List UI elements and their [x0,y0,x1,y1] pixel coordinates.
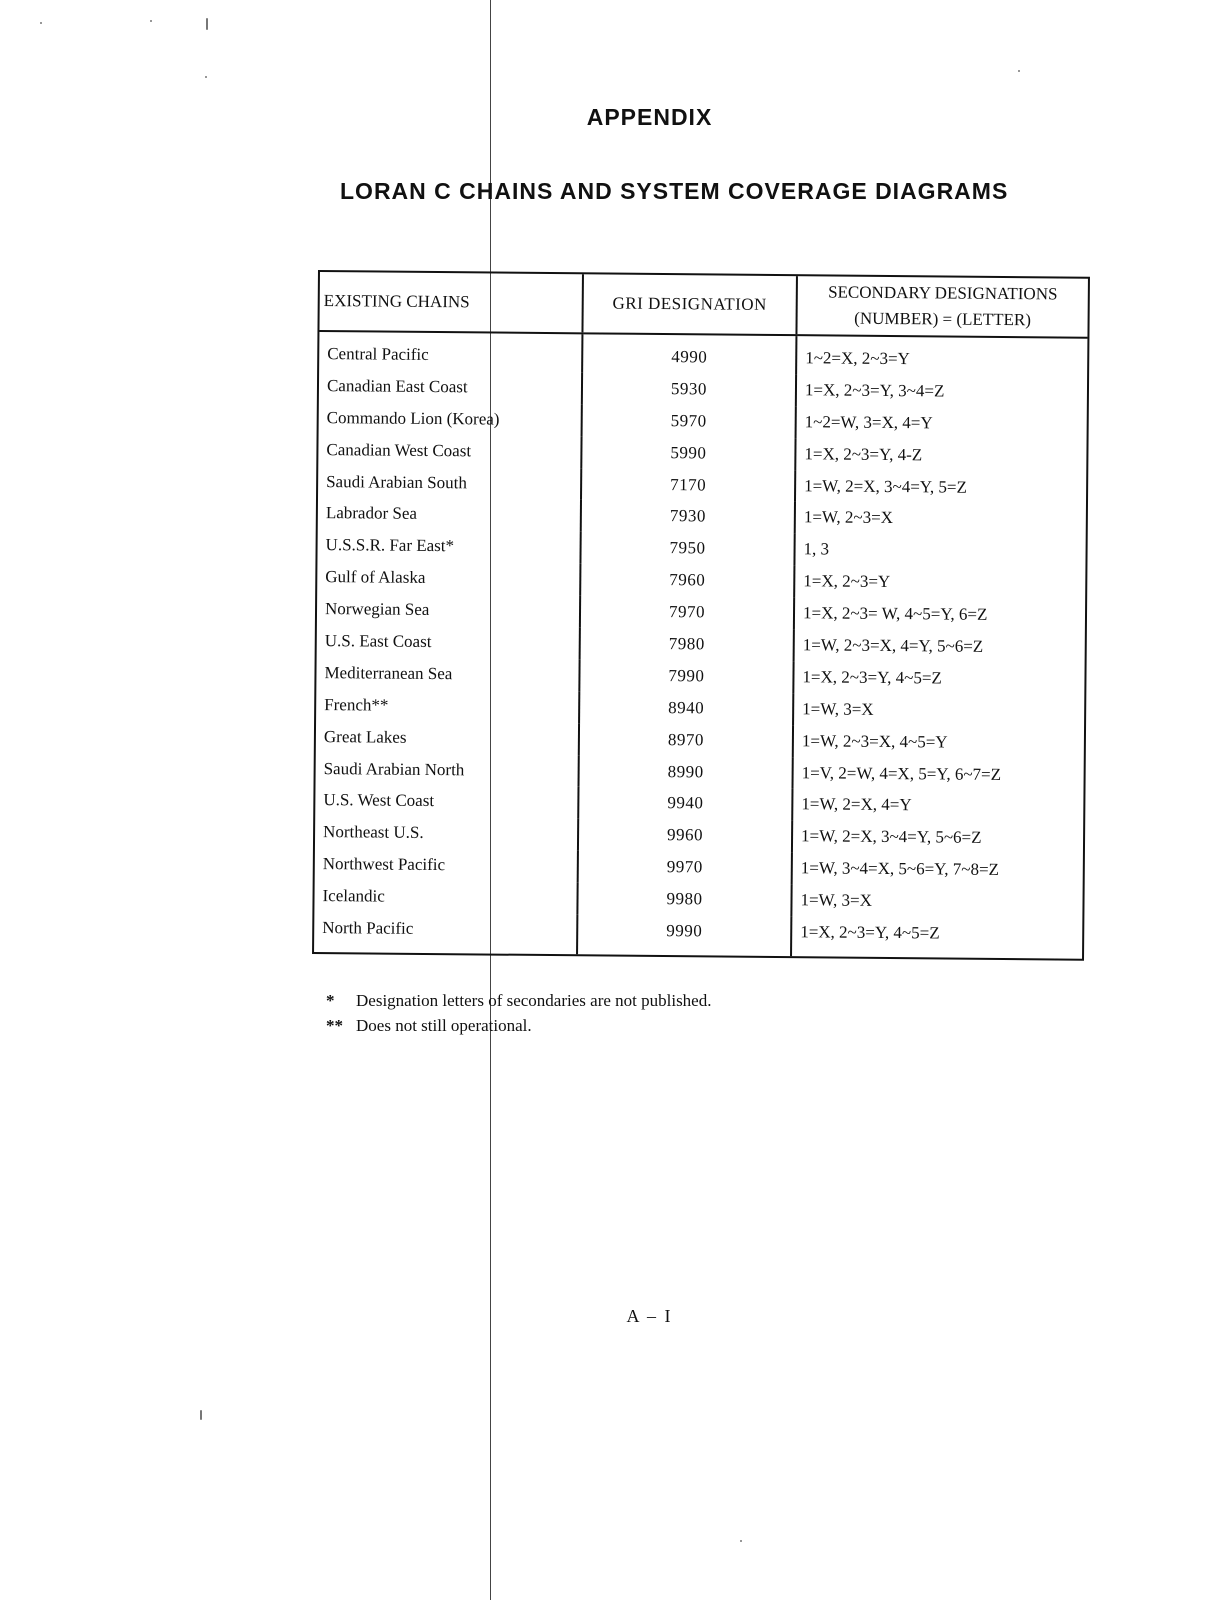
cell-gri: 9940 [578,787,792,821]
cell-secondary-designation: 1=W, 2=X, 3~4=Y, 5=Z [795,470,1086,504]
cell-secondary-designation: 1~2=W, 3=X, 4=Y [796,406,1087,440]
cell-gri: 7990 [579,659,793,693]
cell-gri: 8940 [579,691,793,725]
cell-secondary-designation: 1=X, 2~3=Y, 4~5=Z [793,661,1084,695]
page-number: A – I [626,1306,673,1326]
cell-chain-name: French** [324,694,389,715]
cell-secondary-designation: 1=X, 2~3=Y [794,565,1085,599]
cell-chain-name: U.S. West Coast [323,790,435,811]
cell-secondary-designation: 1=W, 2~3=X, 4=Y, 5~6=Z [794,629,1085,663]
cell-gri: 9970 [578,851,792,885]
footnote-mark: * [326,991,335,1010]
cell-gri: 9980 [577,882,791,916]
footnote-mark: ** [326,1016,343,1035]
cell-secondary-designation: 1=W, 2~3=X [795,502,1086,536]
cell-secondary-designation: 1=X, 2~3= W, 4~5=Y, 6=Z [794,597,1085,631]
table-row [319,331,1087,377]
cell-chain-name: Northwest Pacific [322,854,446,875]
cell-secondary-designation: 1~2=X, 2~3=Y [796,335,1087,376]
table-header-row [319,272,1087,338]
table-row [314,912,1082,959]
footnote-text: Designation letters of secondaries are not published. [356,991,712,1010]
cell-chain-name: North Pacific [322,918,414,938]
cell-chain-name: Mediterranean Sea [324,662,453,684]
cell-secondary-designation: 1=W, 3~4=X, 5~6=Y, 7~8=Z [792,852,1083,886]
cell-gri: 5970 [582,404,796,438]
scan-artifact [200,1410,202,1420]
cell-chain-name: Labrador Sea [325,503,418,524]
scan-artifact [150,20,152,22]
cell-gri: 5930 [582,372,796,406]
cell-gri: 7960 [580,564,794,598]
cell-chain-name: Saudi Arabian North [323,758,465,779]
footnote-text: Does not still operational. [356,1016,532,1035]
cell-gri: 7980 [580,627,794,661]
cell-chain-name: Icelandic [322,886,385,906]
cell-secondary-designation: 1=X, 2~3=Y, 4-Z [795,438,1086,472]
scan-artifact [205,76,207,78]
cell-chain-name: Central Pacific [327,344,429,364]
cell-secondary-designation: 1, 3 [794,534,1085,568]
footnote [326,1013,711,1038]
cell-secondary-designation: 1=W, 3=X [791,884,1082,918]
cell-chain-name: Great Lakes [323,726,407,747]
footnotes [326,988,711,1038]
scan-artifact [206,18,208,30]
cell-secondary-designation: 1=W, 2=X, 4=Y [792,789,1083,823]
cell-secondary-designation: 1=W, 3=X [793,693,1084,727]
cell-gri: 8970 [579,723,793,757]
scan-artifact [40,22,42,24]
cell-chain-name: U.S. East Coast [324,631,432,651]
cell-gri: 7930 [581,500,795,534]
scan-artifact [1018,70,1020,72]
cell-secondary-designation: 1=W, 2~3=X, 4~5=Y [793,725,1084,759]
cell-gri: 9990 [577,914,791,956]
cell-chain-name: Gulf of Alaska [325,567,426,588]
cell-secondary-designation: 1=V, 2=W, 4=X, 5=Y, 6~7=Z [792,757,1083,791]
cell-secondary-designation: 1=X, 2~3=Y, 3~4=Z [796,374,1087,408]
cell-chain-name: Canadian East Coast [326,375,468,397]
page-subtitle: LORAN C CHAINS AND SYSTEM COVERAGE DIAGRAMS [340,178,1009,204]
header-gri-designation: GRI DESIGNATION [582,274,797,335]
cell-chain-name: Canadian West Coast [326,439,472,460]
cell-secondary-designation: 1=X, 2~3=Y, 4~5=Z [791,916,1082,958]
scan-artifact [740,1540,742,1542]
cell-chain-name: Commando Lion (Korea) [326,407,500,429]
cell-gri: 4990 [582,333,796,374]
cell-chain-name: U.S.S.R. Far East* [325,535,455,556]
cell-chain-name: Saudi Arabian South [326,471,467,492]
cell-gri: 5990 [581,436,795,470]
cell-gri: 7950 [580,532,794,566]
header-secondary-line2: (NUMBER) = (LETTER) [854,308,1032,330]
cell-chain-name: Norwegian Sea [324,599,430,620]
header-existing-chains: EXISTING CHAINS [319,272,583,333]
page-heading: APPENDIX [586,104,713,130]
cell-gri: 7170 [581,468,795,502]
header-secondary-line1: SECONDARY DESIGNATIONS [828,282,1058,304]
cell-gri: 8990 [579,755,793,789]
cell-gri: 9960 [578,819,792,853]
header-secondary-designations [796,276,1088,338]
cell-secondary-designation: 1=W, 2=X, 3~4=Y, 5~6=Z [792,821,1083,855]
loran-chains-table [312,270,1090,961]
cell-chain-name: Northeast U.S. [323,822,424,843]
footnote [326,988,711,1013]
cell-gri: 7970 [580,595,794,629]
